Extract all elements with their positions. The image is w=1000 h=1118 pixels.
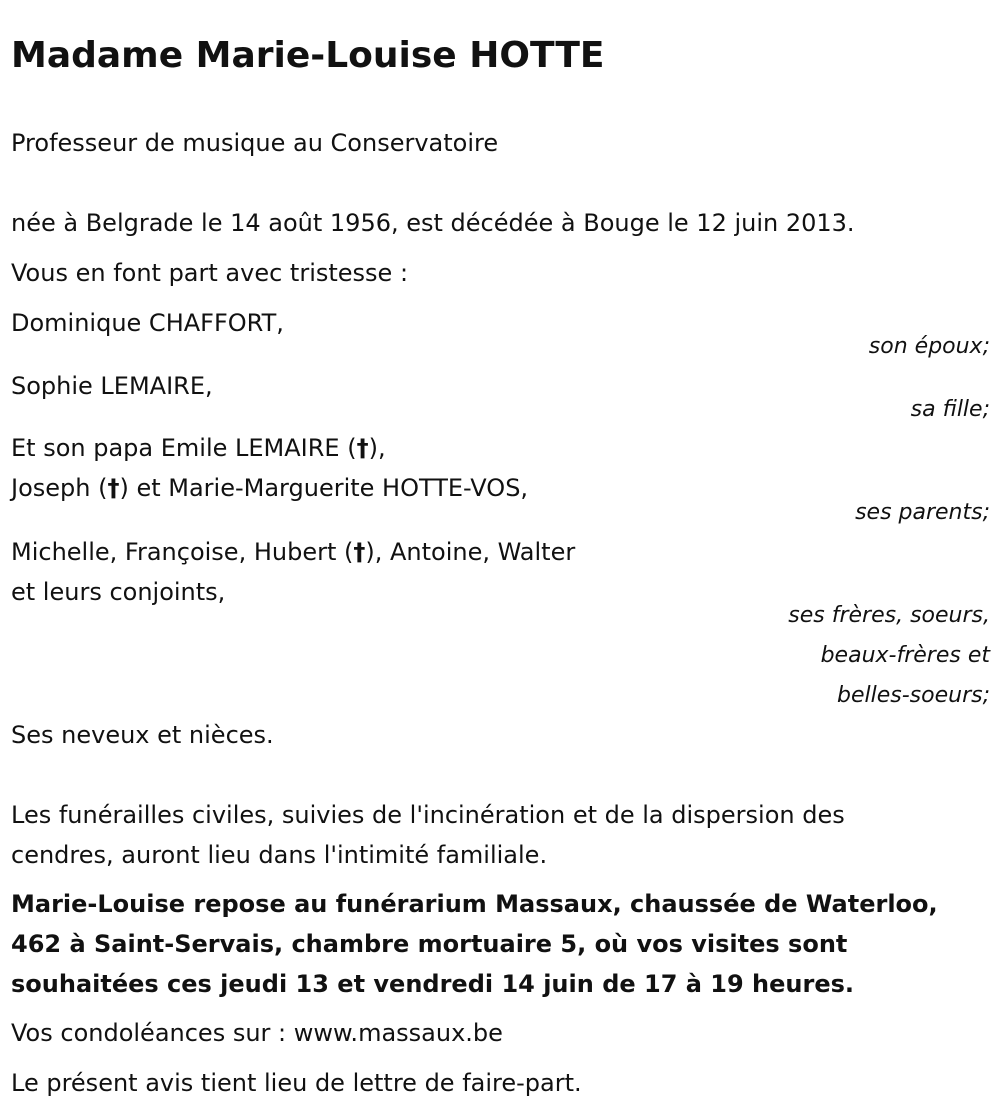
parents-line-2-end: ) et Marie-Marguerite HOTTE-VOS, bbox=[119, 474, 529, 502]
visit-line-1: Marie-Louise repose au funérarium Massaux, chaussée de Waterloo, bbox=[11, 890, 938, 918]
funeral-line-1: Les funérailles civiles, suivies de l'incinération et de la dispersion des bbox=[11, 801, 845, 829]
notice-text: Le présent avis tient lieu de lettre de faire-part. bbox=[11, 1069, 582, 1097]
siblings-line-1-start: Michelle, Françoise, Hubert ( bbox=[11, 538, 354, 566]
birth-death-text: née à Belgrade le 14 août 1956, est décédée à Bouge le 12 juin 2013. bbox=[11, 209, 855, 237]
spouse-name: Dominique CHAFFORT, bbox=[11, 309, 284, 337]
condolences-text: Vos condoléances sur : www.massaux.be bbox=[11, 1019, 503, 1047]
siblings-line-1 bbox=[11, 537, 575, 567]
siblings-line-1-end: ), Antoine, Walter bbox=[365, 538, 576, 566]
siblings-role-1: ses frères, soeurs, bbox=[788, 603, 990, 628]
cross-icon: † bbox=[107, 474, 120, 502]
siblings-role-2: beaux-frères et bbox=[820, 643, 990, 668]
daughter-role: sa fille; bbox=[910, 397, 990, 422]
parents-line-2-start: Joseph ( bbox=[11, 474, 108, 502]
siblings-role-3: belles-soeurs; bbox=[837, 683, 990, 708]
daughter-name: Sophie LEMAIRE, bbox=[11, 372, 213, 400]
siblings-line-2: et leurs conjoints, bbox=[11, 578, 226, 606]
funeral-line-2: cendres, auront lieu dans l'intimité familiale. bbox=[11, 841, 548, 869]
announce-text: Vous en font part avec tristesse : bbox=[11, 259, 409, 287]
nephews-text: Ses neveux et nièces. bbox=[11, 721, 274, 749]
parents-line-1-end: ), bbox=[368, 434, 386, 462]
spouse-role: son époux; bbox=[868, 334, 990, 359]
visit-line-3: souhaitées ces jeudi 13 et vendredi 14 juin de 17 à 19 heures. bbox=[11, 970, 855, 998]
parents-line-2 bbox=[11, 473, 528, 503]
visit-line-2: 462 à Saint-Servais, chambre mortuaire 5, où vos visites sont bbox=[11, 930, 848, 958]
parents-role: ses parents; bbox=[855, 500, 990, 525]
profession-text: Professeur de musique au Conservatoire bbox=[11, 129, 499, 157]
cross-icon: † bbox=[353, 538, 366, 566]
parents-line-1-start: Et son papa Emile LEMAIRE ( bbox=[11, 434, 357, 462]
page-title: Madame Marie-Louise HOTTE bbox=[11, 35, 605, 76]
cross-icon: † bbox=[356, 434, 369, 462]
parents-line-1 bbox=[11, 433, 386, 463]
